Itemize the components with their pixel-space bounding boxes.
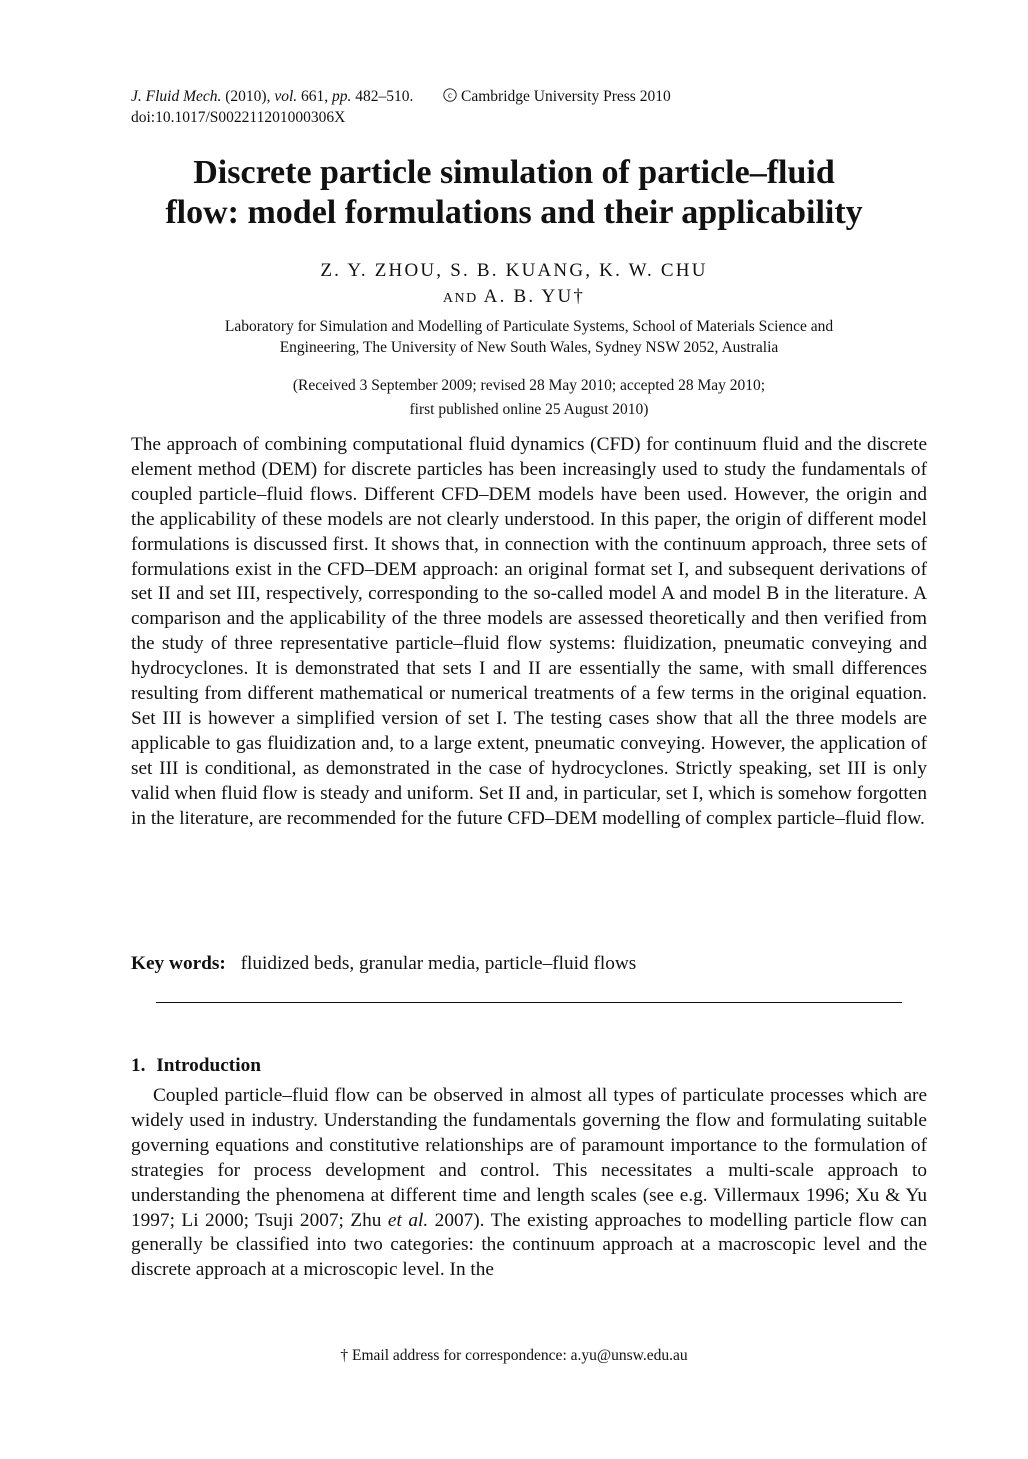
article-title <box>100 153 928 233</box>
copyright-holder: Cambridge University Press 2010 <box>461 88 671 105</box>
copyright-letter: c <box>448 90 453 100</box>
section-title: Introduction <box>156 1055 261 1076</box>
citation-line <box>131 86 671 107</box>
intro-paragraph <box>131 1084 927 1283</box>
journal-year: (2010), <box>225 88 271 105</box>
running-header <box>131 86 671 128</box>
introduction-body <box>131 1084 927 1283</box>
volume-label: vol. <box>274 88 298 105</box>
copyright-icon <box>443 88 457 102</box>
volume-number: 661, <box>301 88 329 105</box>
intro-text-1: Coupled particle–fluid flow can be observed in almost all types of particulate processes which are widely used in industry. Understanding the fundamentals governing the flow and formulating suitable governing equations and constitutive relationships are of paramount importance to the formulation of strategies for process development and control. This necessitates a multi-scale approach to understanding the phenomena at different time and length scales (see e.g. Villermaux 1996; Xu & Yu 1997; Li 2000; Tsuji 2007; Zhu <box>131 1085 927 1231</box>
intro-etal: et al. <box>387 1209 429 1231</box>
received-line-1: (Received 3 September 2009; revised 28 May 2010; accepted 28 May 2010; <box>292 377 766 394</box>
journal-name: J. Fluid Mech. <box>131 88 222 105</box>
affiliation-line-2: Engineering, The University of New South Wales, Sydney NSW 2052, Australia <box>279 339 779 356</box>
intro-text-2: 2007). The existing approaches to modelling particle flow can generally be classified into two categories: the continuum approach at a macroscopic level and the discrete approach at a microscopic level. In the <box>131 1209 927 1281</box>
authors-line-1: Z. Y. ZHOU, S. B. KUANG, K. W. CHU <box>320 260 708 281</box>
authors-line-2 <box>100 284 928 312</box>
authors-and: AND <box>442 291 478 306</box>
abstract-divider <box>156 1002 902 1003</box>
author-list <box>100 258 928 312</box>
pages-label: pp. <box>332 88 352 105</box>
page-range: 482–510. <box>355 88 414 105</box>
doi: doi:10.1017/S002211201000306X <box>131 109 346 126</box>
title-line-2: flow: model formulations and their applicability <box>165 194 863 231</box>
authors-last: A. B. YU† <box>483 286 586 307</box>
section-number: 1. <box>131 1055 146 1076</box>
received-line-2: first published online 25 August 2010) <box>409 401 649 418</box>
title-line-1: Discrete particle simulation of particle–fluid <box>193 154 835 191</box>
affiliation-line-1: Laboratory for Simulation and Modelling of Particulate Systems, School of Materials Science and <box>224 318 834 335</box>
section-heading <box>131 1053 261 1079</box>
received-dates <box>130 374 928 422</box>
keywords-text: fluidized beds, granular media, particle–fluid flows <box>240 953 637 974</box>
abstract <box>131 433 927 832</box>
abstract-text: The approach of combining computational fluid dynamics (CFD) for continuum fluid and the discrete element method (DEM) for discrete particles has been increasingly used to study the fundamentals of coupled particle–fluid flows. Different CFD–DEM models have been used. However, the origin and the applicability of these models are not clearly understood. In this paper, the origin of different model formulations is discussed first. It shows that, in connection with the continuum approach, three sets of formulations exist in the CFD–DEM approach: an original format set I, and subsequent derivations of set II and set III, respectively, corresponding to the so-called model A and model B in the literature. A comparison and the applicability of the three models are assessed theoretically and then verified from the study of three representative particle–fluid flow systems: fluidization, pneumatic conveying and hydrocyclones. It is demonstrated that sets I and II are essentially the same, with small differences resulting from different mathematical or numerical treatments of a few terms in the original equation. Set III is however a simplified version of set I. The testing cases show that all the three models are applicable to gas fluidization and, to a large extent, pneumatic conveying. However, the application of set III is conditional, as demonstrated in the case of hydrocyclones. Strictly speaking, set III is only valid when fluid flow is steady and uniform. Set II and, in particular, set I, which is somehow forgotten in the literature, are recommended for the future CFD–DEM modelling of complex particle–fluid flow. <box>131 434 927 829</box>
keywords <box>131 951 636 977</box>
footnote: † Email address for correspondence: a.yu@unsw.edu.au <box>340 1347 688 1364</box>
affiliation <box>130 316 928 358</box>
keywords-label: Key words: <box>131 953 226 974</box>
